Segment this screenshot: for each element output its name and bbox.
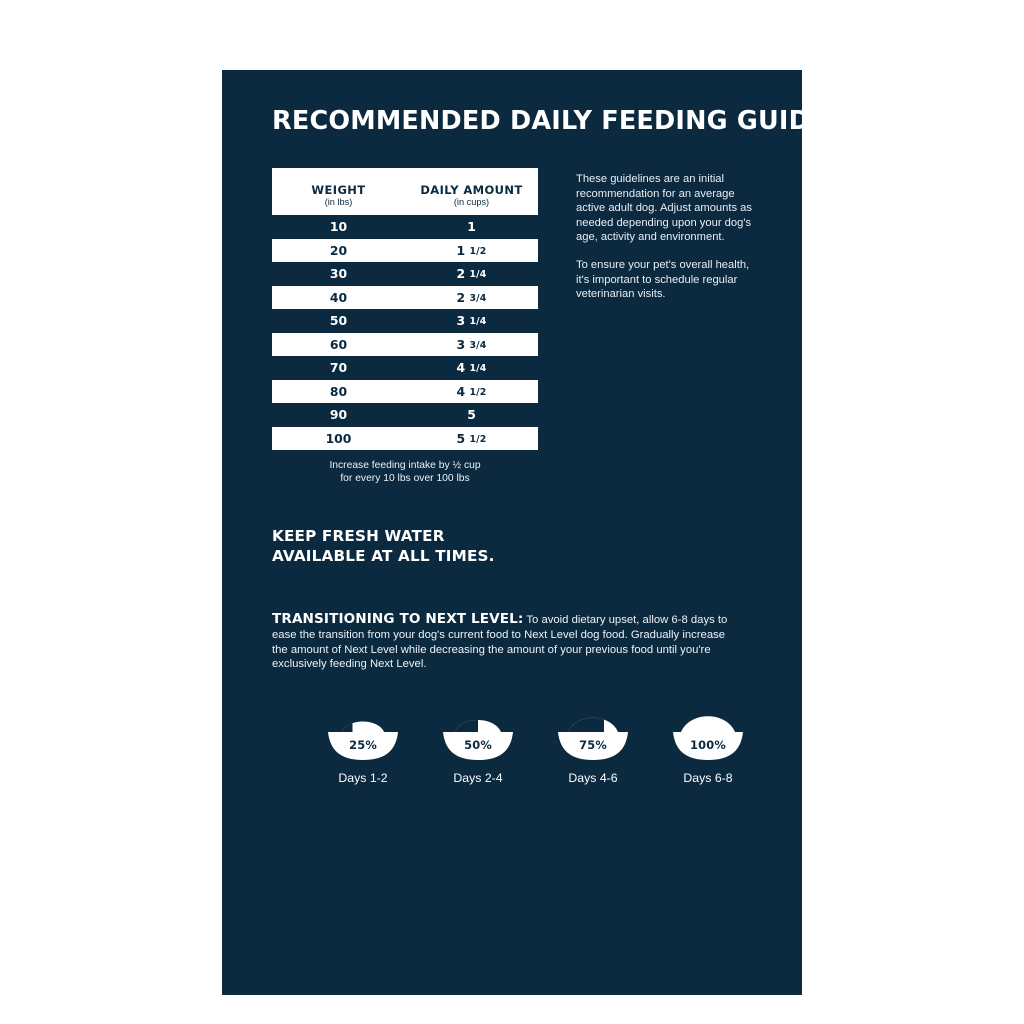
transition-instructions — [272, 612, 742, 671]
table-footnote-line-2: for every 10 lbs over 100 lbs — [340, 473, 470, 485]
feeding-table-body — [272, 215, 538, 450]
cell-amount-fraction: 1/4 — [469, 363, 487, 375]
cell-amount — [405, 403, 538, 427]
cell-amount — [405, 309, 538, 333]
cell-amount-whole: 3 — [456, 336, 466, 352]
transition-bowls-row — [272, 710, 752, 785]
cell-amount-fraction: 3/4 — [469, 339, 487, 351]
cell-amount-whole: 4 — [456, 383, 466, 399]
cell-amount-fraction: 1/2 — [469, 245, 487, 257]
bowl-percent-label: 50% — [464, 737, 492, 752]
cell-weight: 10 — [329, 219, 348, 235]
cell-amount-whole: 2 — [456, 289, 466, 305]
transition-heading: TRANSITIONING TO NEXT LEVEL: — [272, 611, 524, 628]
transition-bowl-step — [667, 710, 749, 785]
bowl-graphic-wrapper — [437, 710, 519, 764]
cell-weight: 40 — [329, 289, 348, 305]
fresh-water-notice — [272, 527, 752, 566]
table-header-row — [272, 168, 538, 215]
table-row — [272, 333, 538, 357]
cell-weight: 70 — [329, 360, 348, 376]
cell-amount-whole: 1 — [467, 219, 476, 235]
dog-bowl-icon — [552, 710, 634, 764]
cell-weight: 100 — [325, 430, 352, 446]
cell-amount — [405, 215, 538, 239]
fresh-water-notice-line-2: AVAILABLE AT ALL TIMES. — [272, 546, 495, 565]
table-row — [272, 215, 538, 239]
cell-amount-fraction: 1/2 — [469, 386, 487, 398]
cell-weight: 50 — [329, 313, 348, 329]
table-row — [272, 239, 538, 263]
column-header-weight — [272, 168, 405, 215]
fresh-water-notice-line-1: KEEP FRESH WATER — [272, 527, 445, 546]
cell-amount-whole: 5 — [456, 430, 466, 446]
cell-amount — [405, 427, 538, 451]
panel-content — [272, 106, 828, 785]
cell-amount-fraction: 1/2 — [469, 433, 487, 445]
feeding-table-head — [272, 168, 538, 215]
cell-amount-fraction: 1/4 — [469, 269, 487, 281]
cell-amount-whole: 3 — [456, 313, 466, 329]
feeding-guide-panel — [222, 70, 828, 995]
side-note-paragraph: These guidelines are an initial recommendation for an average active adult dog. Adjust amounts as needed depending upon your dog's age, activity and environment. — [576, 173, 753, 244]
side-notes-column — [576, 168, 752, 302]
bowl-graphic-wrapper — [667, 710, 749, 764]
dog-bowl-icon — [437, 710, 519, 764]
dog-bowl-icon — [322, 710, 404, 764]
bowl-days-label: Days 1-2 — [338, 770, 388, 785]
page-title: RECOMMENDED DAILY FEEDING GUIDE — [272, 106, 828, 136]
feeding-table — [272, 168, 538, 450]
cell-weight: 30 — [329, 266, 348, 282]
cell-amount-whole: 2 — [456, 266, 466, 282]
cell-amount — [405, 239, 538, 263]
dog-bowl-icon — [667, 710, 749, 764]
bowl-days-label: Days 6-8 — [683, 770, 733, 785]
bowl-percent-label: 25% — [349, 737, 377, 752]
table-row — [272, 403, 538, 427]
bowl-graphic-wrapper — [322, 710, 404, 764]
table-footnote — [272, 459, 538, 485]
cell-amount-fraction: 1/4 — [469, 316, 487, 328]
cell-amount — [405, 286, 538, 310]
cell-amount-whole: 5 — [467, 407, 476, 423]
table-footnote-line-1: Increase feeding intake by ½ cup — [329, 460, 481, 471]
cell-amount — [405, 380, 538, 404]
transition-body: To avoid dietary upset, allow 6-8 days to ease the transition from your dog's current food to Next Level dog food. Gradually increase the amount of Next Level while decreasing the amount of your previous food until you're exclusively feeding Next Level. — [272, 614, 728, 671]
column-header-daily-amount-title: DAILY AMOUNT — [420, 183, 523, 197]
cell-amount-whole: 4 — [456, 360, 466, 376]
bowl-days-label: Days 2-4 — [453, 770, 503, 785]
cell-amount — [405, 333, 538, 357]
cell-amount-whole: 1 — [456, 242, 466, 258]
table-row — [272, 286, 538, 310]
column-header-daily-amount-unit: (in cups) — [453, 197, 490, 207]
bowl-graphic-wrapper — [552, 710, 634, 764]
table-row — [272, 262, 538, 286]
bowl-percent-label: 100% — [690, 737, 726, 752]
side-note-paragraph: To ensure your pet's overall health, it's important to schedule regular veterinarian visits. — [576, 258, 750, 301]
cell-weight: 80 — [329, 383, 348, 399]
cell-amount — [405, 356, 538, 380]
cell-weight: 60 — [329, 336, 348, 352]
feeding-table-column — [272, 168, 538, 485]
table-row — [272, 380, 538, 404]
transition-bowl-step — [552, 710, 634, 785]
column-header-weight-unit: (in lbs) — [324, 197, 353, 207]
table-row — [272, 356, 538, 380]
transition-bowl-step — [322, 710, 404, 785]
table-and-notes-row — [272, 168, 752, 485]
column-header-weight-title: WEIGHT — [311, 183, 366, 197]
cell-amount-fraction: 3/4 — [469, 292, 487, 304]
column-header-daily-amount — [405, 168, 538, 215]
bowl-days-label: Days 4-6 — [568, 770, 618, 785]
table-row — [272, 309, 538, 333]
table-row — [272, 427, 538, 451]
transition-bowl-step — [437, 710, 519, 785]
cell-weight: 90 — [329, 407, 348, 423]
bowl-percent-label: 75% — [579, 737, 607, 752]
cell-amount — [405, 262, 538, 286]
cell-weight: 20 — [329, 242, 348, 258]
